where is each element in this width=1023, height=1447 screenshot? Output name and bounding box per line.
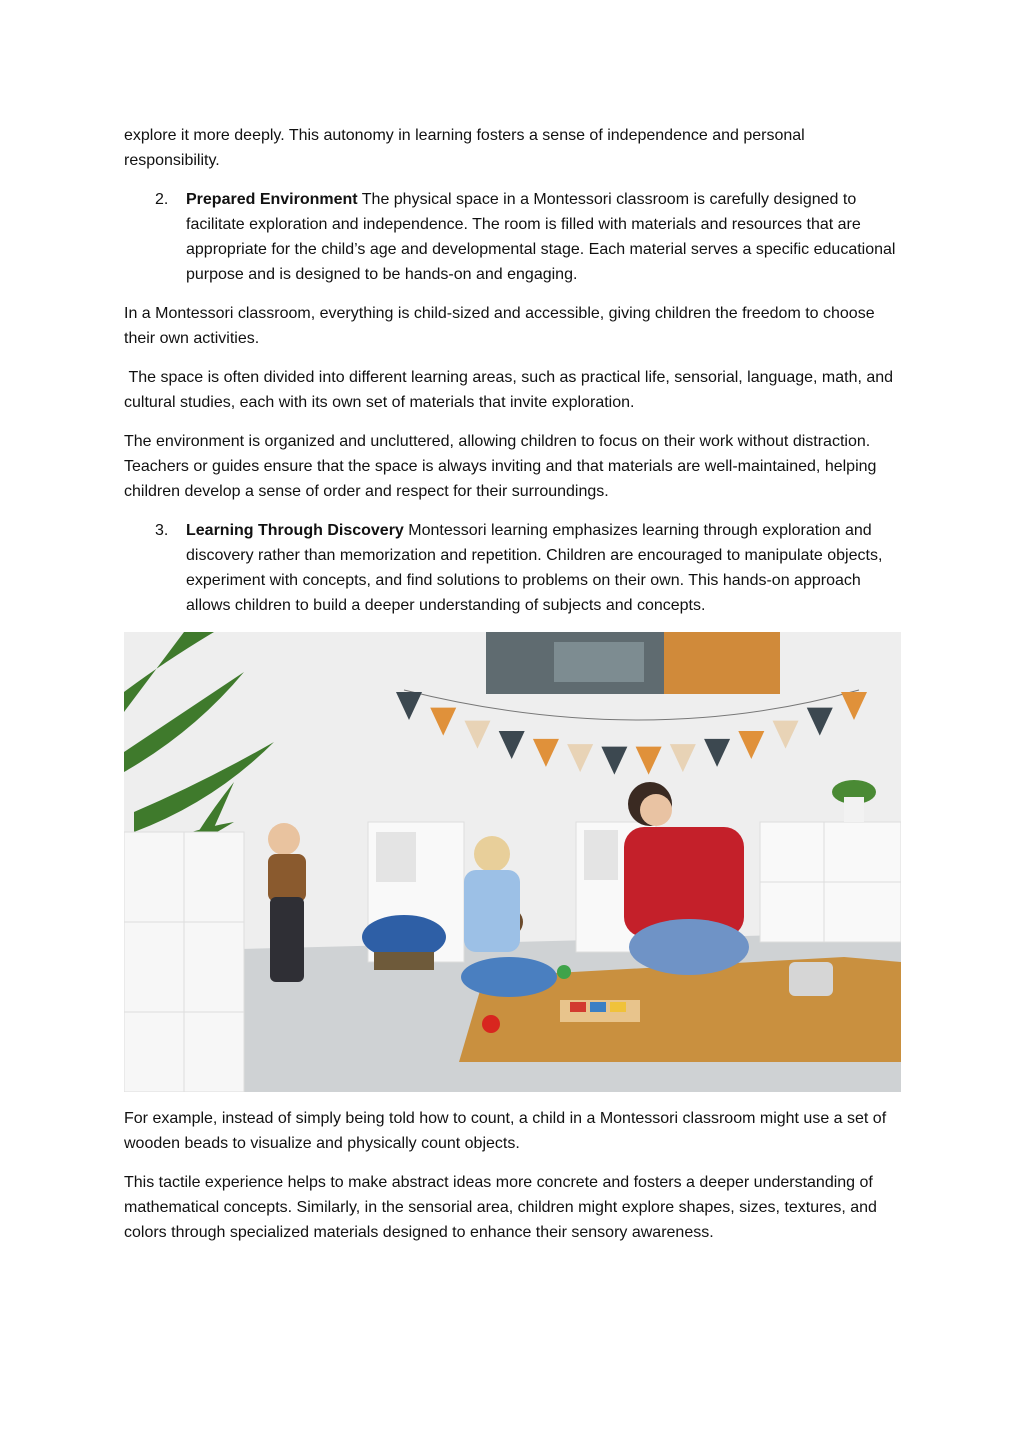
document-page <box>124 123 904 1259</box>
paragraph-organized: The environment is organized and uncluttered, allowing children to focus on their work without distraction. Teachers or guides ensure that the space is always inviting and that materials are well-maintained, helping children develop a sense of order and respect for their surroundings. <box>124 433 877 500</box>
list-item-text: The physical space in a Montessori classroom is carefully designed to facilitate exploration and independence. The room is filled with materials and resources that are appropriate for the child’s age and developmental stage. Each material serves a specific educational purpose and is designed to be hands-on and engaging. <box>186 191 896 283</box>
list-item-learning-through-discovery <box>124 518 904 618</box>
paragraph-child-sized: In a Montessori classroom, everything is child-sized and accessible, giving children the freedom to choose their own activities. <box>124 305 875 347</box>
paragraph-intro: explore it more deeply. This autonomy in learning fosters a sense of independence and personal responsibility. <box>124 127 805 169</box>
list-number: 3. <box>155 522 169 539</box>
classroom-photo <box>124 632 901 1092</box>
paragraph-example: For example, instead of simply being told how to count, a child in a Montessori classroom might use a set of wooden beads to visualize and physically count objects. <box>124 1110 887 1152</box>
list-item-title: Prepared Environment <box>186 191 358 208</box>
list-item-title: Learning Through Discovery <box>186 522 404 539</box>
list-item-prepared-environment <box>124 187 904 287</box>
list-number: 2. <box>155 191 169 208</box>
paragraph-tactile: This tactile experience helps to make abstract ideas more concrete and fosters a deeper understanding of mathematical concepts. Similarly, in the sensorial area, children might explore shapes, sizes, textures, and colors through specialized materials designed to enhance their sensory awareness. <box>124 1174 877 1241</box>
paragraph-learning-areas: The space is often divided into different learning areas, such as practical life, sensorial, language, math, and cultural studies, each with its own set of materials that invite exploration. <box>124 369 898 411</box>
list-item-text: Montessori learning emphasizes learning through exploration and discovery rather than memorization and repetition. Children are encouraged to manipulate objects, experiment with concepts, and find solutions to problems on their own. This hands-on approach allows children to build a deeper understanding of subjects and concepts. <box>186 522 883 614</box>
